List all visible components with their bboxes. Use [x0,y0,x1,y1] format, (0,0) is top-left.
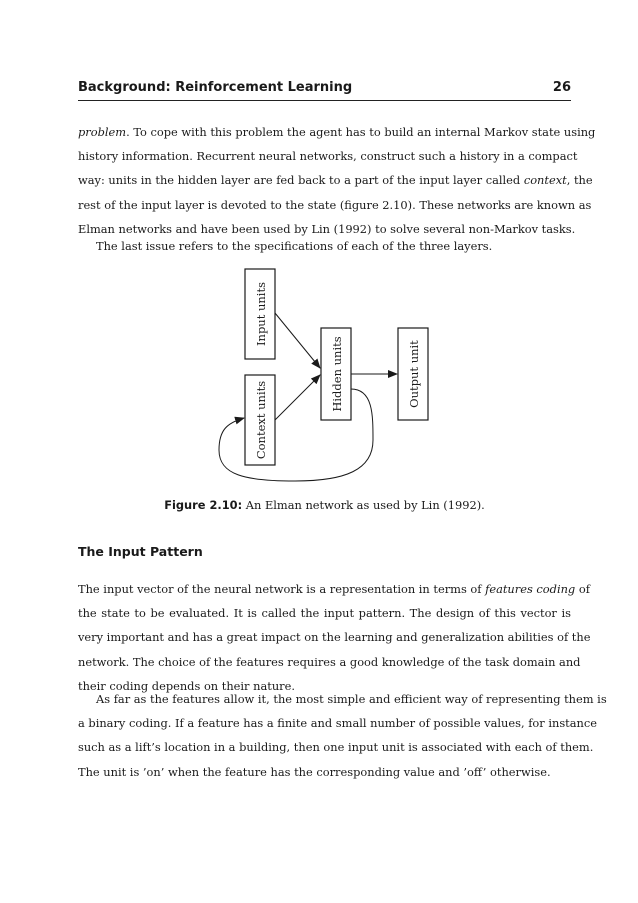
page-number: 26 [552,80,571,95]
text-span: of [575,582,590,596]
output-unit-label: Output unit [407,340,421,408]
paragraph-2 [78,234,571,258]
emphasis: context [523,173,567,188]
text-line: The unit is ’on’ when the feature has the corresponding value and ’off’ otherwise. [78,764,551,779]
text-line: a binary coding. If a feature has a finite and small number of possible values, for instance [78,716,598,731]
emphasis: features coding [485,582,576,596]
section-heading: The Input Pattern [78,544,203,559]
text-line: history information. Recurrent neural networks, construct such a history in a compact [78,149,578,164]
context-units-label: Context units [254,380,268,460]
caption-text: An Elman network as used by Lin (1992). [242,498,485,512]
text-line: The last issue refers to the specifications of each of the three layers. [96,239,493,253]
paragraph-4 [78,687,607,784]
header-rule [78,100,571,101]
text-span: . To cope with this problem the agent has to build an internal Markov state using [126,125,596,139]
caption-label: Figure 2.10: [164,498,243,512]
text-line: Elman networks and have been used by Lin (1992) to solve several non-Markov tasks. [78,221,576,236]
elman-network-diagram [205,265,435,490]
emphasis: problem [78,125,127,139]
figure-caption [78,498,571,512]
edge-context-to-hidden [275,375,320,420]
text-line: network. The choice of the features requires a good knowledge of the task domain and [78,654,581,669]
text-line [78,577,590,601]
hidden-units-label: Hidden units [330,336,344,412]
text-line: their coding depends on their nature. [78,678,295,693]
paragraph-3 [78,577,591,698]
text-line: rest of the input layer is devoted to the state (figure 2.10). These networks are known as [78,197,592,212]
edge-input-to-hidden [275,313,320,368]
paragraph-1 [78,120,596,241]
text-span: way: units in the hidden layer are fed back to a part of the input layer called [78,173,524,188]
text-line: very important and has a great impact on the learning and generalization abilities of the [78,630,591,645]
input-units-label: Input units [254,281,268,347]
text-line [78,120,596,144]
header-title: Background: Reinforcement Learning [78,80,353,95]
text-line: such as a lift’s location in a building, then one input unit is associated with each of them. [78,740,594,755]
text-span: , the [566,173,593,188]
text-line: the state to be evaluated. It is called the input pattern. The design of this vector is [78,606,571,621]
running-header [78,78,571,100]
text-line [78,168,593,192]
text-line: As far as the features allow it, the most simple and efficient way of representing them is [96,692,607,706]
text-span: The input vector of the neural network is a representation in terms of [78,582,486,596]
